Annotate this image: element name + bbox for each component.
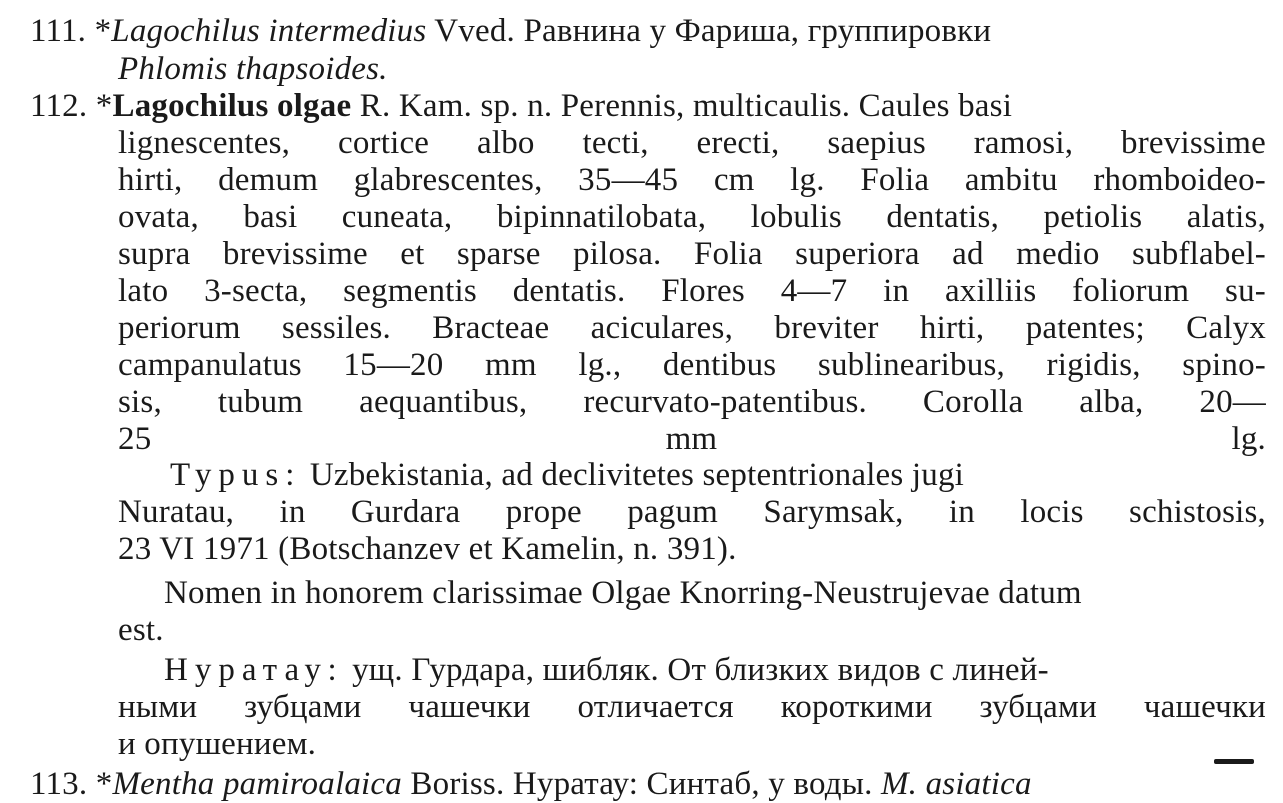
description-line: campanulatus 15—20 mm lg., dentibus sublinearibus, rigidis, spino- [118, 347, 1266, 383]
species-name: Lagochilus intermedius [111, 13, 427, 49]
entry-111-line-2: Phlomis thapsoides. [118, 51, 388, 87]
typus-text: Uzbekistania, ad declivitetes septentrionales jugi [309, 457, 965, 493]
nomen-line-2: est. [118, 612, 164, 648]
species-name: M. asiatica [880, 766, 1032, 802]
entry-text: Vved. Равнина у Фариша, группировки [426, 13, 992, 49]
entry-111-line-1 [30, 12, 991, 50]
typus-line: Nuratau, in Gurdara prope pagum Sarymsak, in locis schistosis, [118, 494, 1266, 530]
nuratau-line-1 [164, 651, 1049, 689]
description-line: hirti, demum glabrescentes, 35—45 cm lg. Folia ambitu rhomboideo- [118, 162, 1266, 198]
typus-line-1 [170, 456, 1266, 494]
nuratau-line: и опушением. [118, 726, 317, 762]
entry-113-line-1 [30, 765, 1032, 803]
nuratau-text: ущ. Гурдара, шибляк. От близких видов с линей- [352, 652, 1049, 688]
entry-112-line-1 [30, 87, 1012, 125]
entry-number: 112. [30, 88, 88, 124]
entry-star: * [94, 13, 112, 49]
description-line: lato 3-secta, segmentis dentatis. Flores 4—7 in axilliis foliorum su- [118, 273, 1266, 309]
entry-star: * [95, 766, 113, 802]
entry-number: 113. [30, 766, 88, 802]
entry-star: * [95, 88, 113, 124]
nuratau-label: Нуратау: [164, 652, 344, 688]
description-line: supra brevissime et sparse pilosa. Folia superiora ad medio subflabel- [118, 236, 1266, 272]
description-line: ovata, basi cuneata, bipinnatilobata, lobulis dentatis, petiolis alatis, [118, 199, 1266, 235]
entry-text: R. Kam. sp. n. Perennis, multicaulis. Caules basi [351, 88, 1013, 124]
nuratau-line: ными зубцами чашечки отличается короткими зубцами чашечки [118, 689, 1266, 725]
typus-label: Typus: [170, 457, 302, 493]
species-name: Lagochilus olgae [112, 88, 352, 124]
printed-dash-mark [1214, 759, 1254, 764]
entry-number: 111. [30, 13, 87, 49]
description-line: periorum sessiles. Bracteae aciculares, breviter hirti, patentes; Calyx [118, 310, 1266, 346]
species-name: Mentha pamiroalaica [112, 766, 402, 802]
nomen-line-1: Nomen in honorem clarissimae Olgae Knorring-Neustrujevae datum [164, 575, 1082, 611]
description-line: lignescentes, cortice albo tecti, erecti, saepius ramosi, brevissime [118, 125, 1266, 161]
description-line: 25 mm lg. [118, 421, 1266, 457]
entry-text: Boriss. Нуратау: Синтаб, у воды. [401, 766, 881, 802]
description-line: sis, tubum aequantibus, recurvato-patentibus. Corolla alba, 20— [118, 384, 1266, 420]
typus-line: 23 VI 1971 (Botschanzev et Kamelin, n. 391). [118, 531, 737, 567]
